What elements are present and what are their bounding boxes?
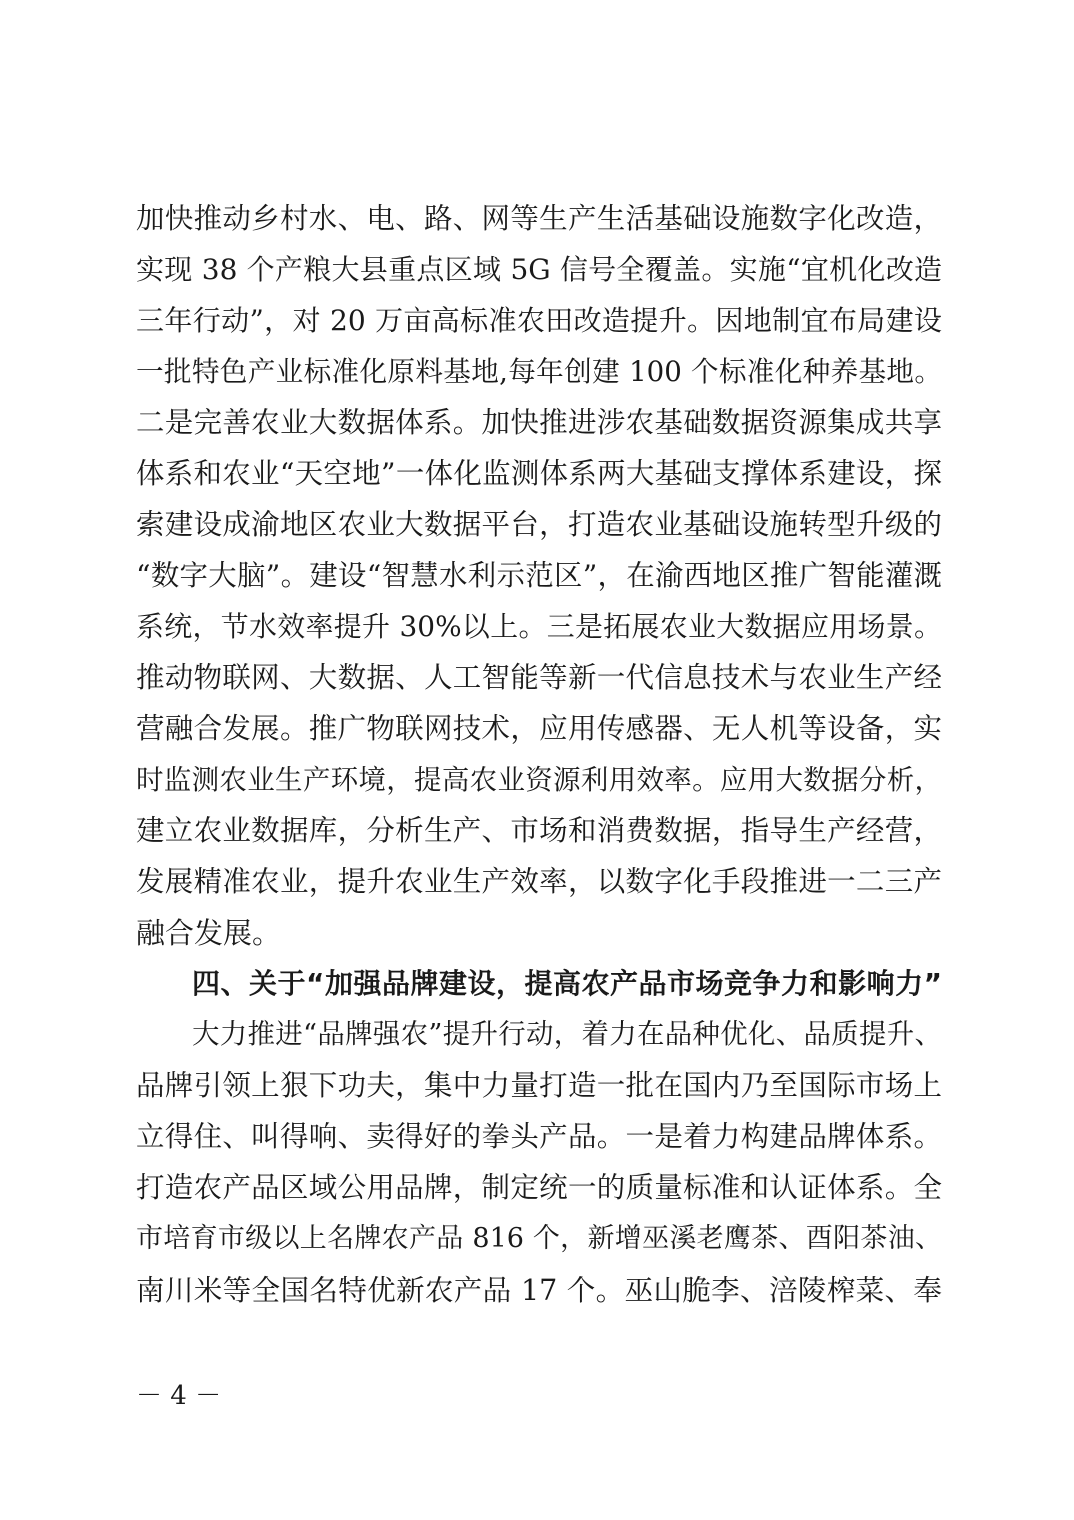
section-line-2: 品牌引领上狠下功夫，集中力量打造一批在国内乃至国际市场上 xyxy=(136,1069,942,1102)
body-line-11: 营融合发展。推广物联网技术，应用传感器、无人机等设备，实 xyxy=(136,712,942,745)
body-line-2: 实现 38 个产粮大县重点区域 5G 信号全覆盖。实施“宜机化改造 xyxy=(136,253,942,286)
body-line-6: 体系和农业“天空地”一体化监测体系两大基础支撑体系建设，探 xyxy=(136,457,942,490)
section-line-3: 立得住、叫得响、卖得好的拳头产品。一是着力构建品牌体系。 xyxy=(136,1120,942,1153)
section-line-1: 大力推进“品牌强农”提升行动，着力在品种优化、品质提升、 xyxy=(192,1019,942,1050)
body-line-15: 融合发展。 xyxy=(136,916,282,950)
body-line-8: “数字大脑”。建设“智慧水利示范区”，在渝西地区推广智能灌溉 xyxy=(136,559,942,592)
section-heading: 四、关于“加强品牌建设，提高农产品市场竞争力和影响力” xyxy=(192,967,942,1000)
body-line-10: 推动物联网、大数据、人工智能等新一代信息技术与农业生产经 xyxy=(136,661,942,694)
body-line-12: 时监测农业生产环境，提高农业资源利用效率。应用大数据分析， xyxy=(136,764,942,796)
body-line-13: 建立农业数据库，分析生产、市场和消费数据，指导生产经营， xyxy=(136,814,942,847)
body-line-9: 系统，节水效率提升 30%以上。三是拓展农业大数据应用场景。 xyxy=(136,610,942,643)
section-line-6: 南川米等全国名特优新农产品 17 个。巫山脆李、涪陵榨菜、奉 xyxy=(136,1273,942,1307)
body-line-4: 一批特色产业标准化原料基地,每年创建 100 个标准化种养基地。 xyxy=(136,355,942,388)
page-number: － 4 － xyxy=(136,1381,222,1411)
body-line-14: 发展精准农业，提升农业生产效率，以数字化手段推进一二三产 xyxy=(136,865,942,898)
section-line-4: 打造农产品区域公用品牌，制定统一的质量标准和认证体系。全 xyxy=(136,1171,942,1204)
body-line-5: 二是完善农业大数据体系。加快推进涉农基础数据资源集成共享 xyxy=(136,406,942,439)
section-line-5: 市培育市级以上名牌农产品 816 个，新增巫溪老鹰茶、酉阳茶油、 xyxy=(136,1223,942,1254)
body-line-3: 三年行动”，对 20 万亩高标准农田改造提升。因地制宜布局建设 xyxy=(136,304,942,337)
body-line-1: 加快推动乡村水、电、路、网等生产生活基础设施数字化改造， xyxy=(136,202,942,235)
body-line-7: 索建设成渝地区农业大数据平台，打造农业基础设施转型升级的 xyxy=(136,508,942,541)
